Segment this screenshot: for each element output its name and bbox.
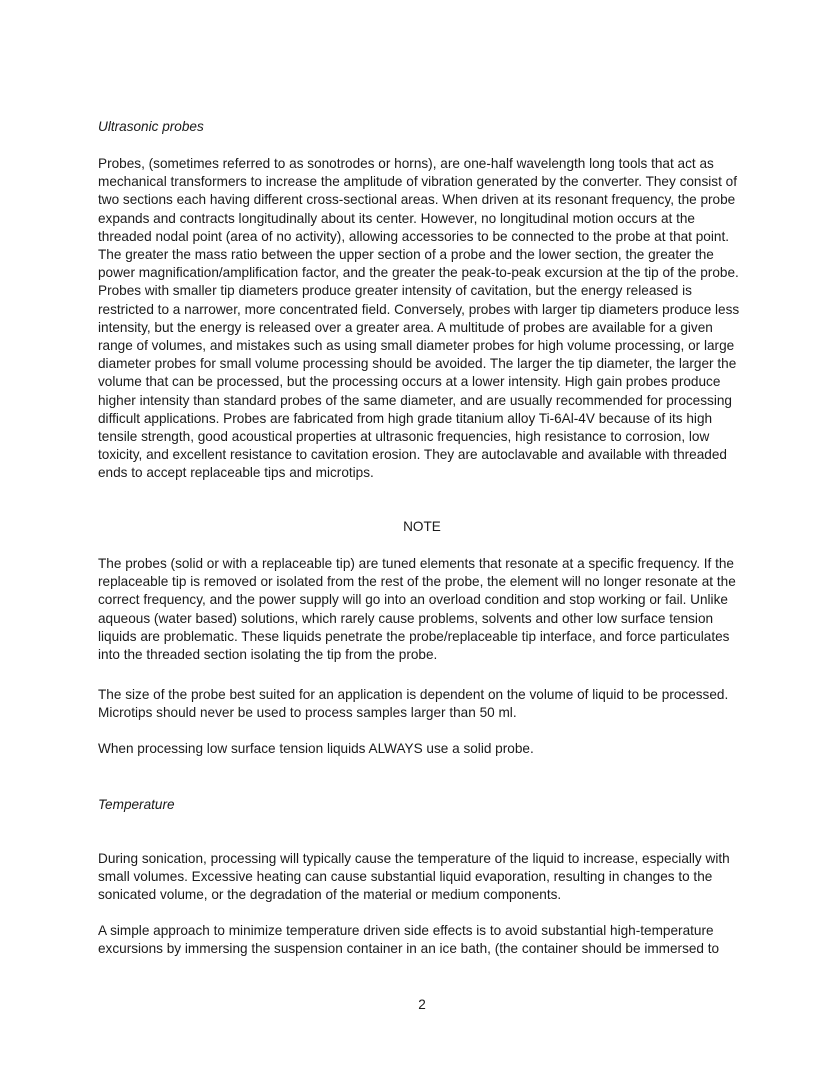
page-number: 2 — [418, 997, 426, 1012]
note-paragraph-1: The probes (solid or with a replaceable tip) are tuned elements that resonate at a specific frequency. If the replaceable tip is removed or isolated from the rest of the probe, the element will no longer resonate at the correct frequency, and the power supply will go into an overload condition and stop working or fail. Unlike aqueous (water based) solutions, which rarely cause problems, solvents and other low surface tension liquids are problematic. These liquids penetrate the probe/replaceable tip interface, and force particulates into the threaded section isolating the tip from the probe. — [98, 556, 736, 663]
note-label: NOTE — [403, 519, 441, 534]
note-paragraph-2: The size of the probe best suited for an application is dependent on the volume of liquid to be processed. Microtips should never be used to process samples larger than 50 ml. — [98, 687, 729, 721]
temperature-paragraph-2: A simple approach to minimize temperature driven side effects is to avoid substantial high-temperature excursions by immersing the suspension container in an ice bath, (the container should be immersed to — [98, 923, 720, 957]
ultrasonic-probes-heading: Ultrasonic probes — [98, 119, 204, 134]
ultrasonic-probes-paragraph: Probes, (sometimes referred to as sonotrodes or horns), are one-half wavelength long tools that act as mechanical transformers to increase the amplitude of vibration generated by the converter. They consist of two sections each having different cross-sectional areas. When driven at its resonant frequency, the probe expands and contracts longitudinally about its center. However, no longitudinal motion occurs at the threaded nodal point (area of no activity), allowing accessories to be connected to the probe at that point. The greater the mass ratio between the upper section of a probe and the lower section, the greater the power magnification/amplification factor, and the greater the peak-to-peak excursion at the tip of the probe. Probes with smaller tip diameters produce greater intensity of cavitation, but the energy released is restricted to a narrower, more concentrated field. Conversely, probes with larger tip diameters produce less intensity, but the energy is released over a greater area. A multitude of probes are available for a given range of volumes, and mistakes such as using small diameter probes for high volume processing, or large diameter probes for small volume processing should be avoided. The larger the tip diameter, the larger the volume that can be processed, but the processing occurs at a lower intensity. High gain probes produce higher intensity than standard probes of the same diameter, and are usually recommended for processing difficult applications. Probes are fabricated from high grade titanium alloy Ti-6Al-4V because of its high tensile strength, good acoustical properties at ultrasonic frequencies, high resistance to corrosion, low toxicity, and excellent resistance to cavitation erosion. They are autoclavable and available with threaded ends to accept replaceable tips and microtips. — [98, 156, 740, 481]
note-paragraph-3: When processing low surface tension liquids ALWAYS use a solid probe. — [98, 741, 534, 756]
temperature-heading: Temperature — [98, 797, 175, 812]
temperature-paragraph-1: During sonication, processing will typically cause the temperature of the liquid to increase, especially with small volumes. Excessive heating can cause substantial liquid evaporation, resulting in changes to the sonicated volume, or the degradation of the material or medium components. — [98, 851, 730, 903]
